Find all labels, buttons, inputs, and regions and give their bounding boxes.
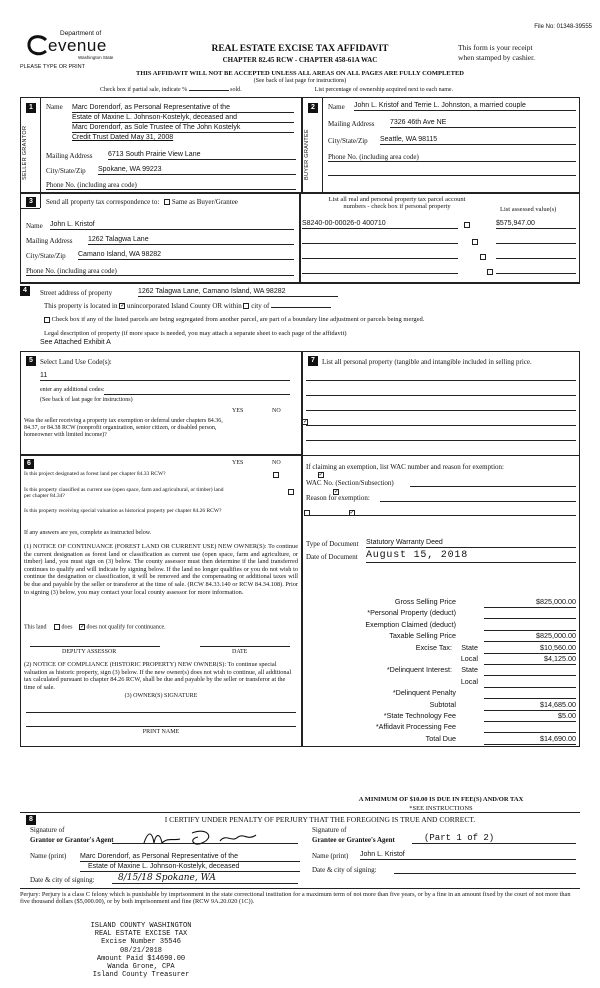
corr-name-label: Name	[26, 222, 43, 230]
fee-value: $825,000.00	[484, 632, 576, 642]
owner-signature-label: (3) OWNER(S) SIGNATURE	[124, 693, 198, 699]
stamp-line-5: Amount Paid $14690.00	[96, 954, 186, 963]
parcel-header-2: numbers - check box if personal property	[343, 203, 451, 211]
seller-mail-value: 6713 South Prairie View Lane	[108, 151, 296, 160]
s6-no-header: NO	[272, 460, 281, 466]
does-not-checkbox[interactable]: ✓	[80, 624, 86, 630]
located-label-3: city of	[251, 302, 270, 310]
fee-sublabel: State	[461, 665, 478, 675]
historic-question: Is this property receiving special valuation as historical property per chapter 84.26 RCW?	[24, 508, 222, 514]
property-location	[44, 302, 331, 310]
fee-value	[484, 723, 576, 733]
section-1-number: 1	[26, 103, 36, 113]
forest-no-checkbox[interactable]: ✓	[318, 472, 324, 479]
same-as-buyer-checkbox[interactable]	[164, 199, 170, 205]
section-6-number: 6	[24, 459, 34, 469]
buyer-grantee-label: BUYER GRANTEE	[304, 129, 310, 180]
grantee-date-city-field[interactable]	[394, 873, 576, 874]
grantor-date-city-value: 8/15/18 Spokane, WA	[112, 873, 298, 884]
parcel-personal-checkbox-4[interactable]	[487, 269, 493, 275]
current-use-no-checkbox[interactable]: ✓	[334, 489, 340, 496]
grantee-date-city-label: Date & city of signing:	[312, 866, 377, 874]
buyer-city-label: City/State/Zip	[328, 137, 368, 145]
section-4-number: 4	[20, 286, 30, 296]
fee-row	[306, 689, 578, 700]
seller-name-line-3: Marc Dorendorf, as Sole Trustee of The John Kostelyk	[72, 123, 294, 133]
receipt-note-1: This form is your receipt	[458, 43, 533, 52]
fee-sublabel: State	[461, 642, 478, 652]
street-address-value: 1262 Talagwa Lane, Camano Island, WA 98282	[138, 288, 338, 297]
seller-name-line-2: Estate of Maxine L. Johnson-Kostelyk, deceased and	[72, 113, 294, 123]
fee-sublabel: Local	[460, 653, 478, 663]
see-back-note: (See back of last page for instructions)	[253, 78, 347, 84]
seller-mail-label: Mailing Address	[46, 152, 93, 160]
this-land-label: This land	[24, 624, 47, 631]
fee-value	[484, 689, 576, 699]
parcel-personal-checkbox-2[interactable]	[472, 239, 478, 245]
parcel-personal-checkbox-1[interactable]	[464, 222, 470, 228]
receipt-note-2: when stamped by cashier.	[458, 53, 536, 62]
dor-logo	[22, 30, 132, 64]
forest-land-question: Is this project designated as forest land per chapter 84.33 RCW?	[24, 471, 166, 477]
fee-row	[306, 632, 578, 643]
corr-city-label: City/State/Zip	[26, 252, 66, 260]
fee-value: $10,560.00	[484, 644, 576, 654]
notice-continuance: (1) NOTICE OF CONTINUANCE (FOREST LAND OR CURRENT USE) NEW OWNER(S): To continue the current designation as forest land or classification as current use (open space, farm and agriculture, or timber) land, you must sign on (3) below. The county assessor must then determine if the land transferred continues to qualify and will indicate by signing below. If the land no longer qualifies or you do not wish to continue the designation or classification, it will be removed and the compensating or additional taxes will be due and payable by the seller or transferor at the time of sale. (RCW 84.33.140 or RCW 84.34.108). Prior to signing (3) below, you may contact your local county assessor for more information.	[24, 543, 298, 596]
fee-value: $14,685.00	[484, 701, 576, 711]
buyer-city-value: Seattle, WA 98115	[380, 136, 576, 145]
reason-field[interactable]	[380, 501, 576, 502]
corr-mail-value: 1262 Talagwa Lane	[88, 236, 294, 245]
seller-grantor-label: SELLER GRANTOR	[22, 125, 28, 180]
corr-name-value: John L. Kristof	[50, 221, 294, 230]
please-type: PLEASE TYPE OR PRINT	[20, 64, 86, 70]
fee-sublabel: Local	[460, 676, 478, 686]
grantor-name-line-1: Marc Dorendorf, as Personal Representative of the	[80, 852, 300, 862]
form-chapter: CHAPTER 82.45 RCW - CHAPTER 458-61A WAC	[222, 56, 378, 64]
minimum-fee-note: A MINIMUM OF $10.00 IS DUE IN FEE(S) AND/OR TAX	[358, 796, 524, 803]
partial-sale-row	[100, 87, 580, 94]
grantor-signature-label: Signature of	[30, 826, 65, 834]
does-checkbox[interactable]	[54, 624, 60, 630]
revenue-logo-icon	[26, 34, 50, 58]
corr-mail-label: Mailing Address	[26, 237, 73, 245]
seller-phone-label: Phone No. (including area code)	[46, 181, 296, 190]
fee-row	[306, 735, 578, 746]
list-percentage-note: List percentage of ownership acquired next to each name.	[314, 87, 454, 93]
parcel-number: S8240-00-00026-0 400710	[302, 220, 458, 229]
reason-label: Reason for exemption:	[306, 494, 370, 502]
file-number: File No: 01348-39555	[534, 24, 592, 30]
grantee-part-note: (Part 1 of 2)	[412, 833, 576, 844]
fee-label: Gross Selling Price	[394, 597, 456, 606]
fee-value: $4,125.00	[484, 655, 576, 665]
section-8-number: 8	[26, 815, 36, 825]
grantor-date-city-label: Date & city of signing:	[30, 876, 95, 884]
fee-row	[306, 644, 578, 655]
fee-label: *Delinquent Interest:	[386, 665, 452, 675]
send-correspondence-label: Send all property tax correspondence to:	[46, 198, 160, 206]
parcel-header	[302, 196, 492, 211]
corr-city-value: Camano Island, WA 98282	[78, 251, 294, 260]
current-use-yes-checkbox[interactable]	[288, 489, 294, 495]
land-use-label: Select Land Use Code(s):	[40, 358, 112, 366]
fee-value	[484, 609, 576, 619]
assessed-header: List assessed value(s)	[500, 206, 557, 213]
forest-yes-checkbox[interactable]	[273, 472, 279, 478]
land-use-see-back: (See back of last page for instructions)	[40, 397, 133, 403]
fee-row	[306, 666, 578, 677]
exemption-no-checkbox[interactable]: ✓	[303, 419, 309, 426]
seller-name-line-4: Credit Trust Dated May 31, 2008	[72, 134, 174, 141]
treasurer-stamp	[66, 922, 216, 979]
perjury-statement: Perjury: Perjury is a class C felony which is punishable by imprisonment in the state correctional institution for a maximum term of not more than five years, or by a fine in an amount fixed by the court of not more than five thousand dollars ($5,000.00), or by both imprisonment and fine (RCW 9A.20.020 (1C)).	[20, 891, 571, 906]
qualify-row	[24, 624, 166, 631]
buyer-mail-label: Mailing Address	[328, 120, 375, 128]
not-accepted-warning: THIS AFFIDAVIT WILL NOT BE ACCEPTED UNLESS ALL AREAS ON ALL PAGES ARE FULLY COMPLETED	[136, 70, 464, 77]
personal-property-label: List all personal property (tangible and intangible included in selling price.	[322, 358, 532, 366]
within-city-checkbox[interactable]	[243, 303, 249, 309]
section-7-number: 7	[308, 356, 318, 366]
grantee-signature-label: Signature of	[312, 826, 347, 834]
wac-label: WAC No. (Section/Subsection)	[306, 479, 394, 487]
exemption-question: Was the seller receiving a property tax exemption or deferral under chapters 84.36, 84.37, or 84.38 RCW (nonprofit organization, senior citizen, or disabled person, homeowner with limited income)?	[24, 418, 223, 438]
grantor-agent-label: Grantor or Grantor's Agent	[30, 836, 114, 844]
print-name-label: PRINT NAME	[142, 729, 180, 735]
doc-type-label: Type of Document	[306, 540, 359, 548]
sold-label: sold.	[230, 87, 242, 93]
grantee-agent-label: Grantee or Grantee's Agent	[312, 836, 395, 844]
stamp-line-1: ISLAND COUNTY WASHINGTON	[90, 922, 192, 930]
fee-label: Subtotal	[429, 699, 456, 709]
buyer-name-value: John L. Kristof and Terrie L. Johnston, a married couple	[354, 102, 576, 111]
section-5-number: 5	[26, 356, 36, 366]
fee-label: *Personal Property (deduct)	[367, 608, 456, 618]
seller-name-line-1: Marc Dorendorf, as Personal Representative of the	[72, 103, 294, 113]
deputy-date-label: DATE	[232, 649, 248, 655]
stamp-line-6: Wanda Grone, CPA	[107, 963, 175, 972]
located-label-1: This property is located in	[44, 302, 118, 310]
fee-value	[484, 621, 576, 631]
grantee-name-value: John L. Kristof	[360, 851, 576, 860]
legal-description-value: See Attached Exhibit A	[40, 339, 111, 346]
fee-value: $14,690.00	[484, 735, 576, 745]
fee-value: $5.00	[484, 712, 576, 722]
parcel-personal-checkbox-3[interactable]	[480, 254, 486, 260]
fee-label: Exemption Claimed (deduct)	[365, 619, 456, 629]
stamp-line-7: Island County Treasurer	[92, 971, 190, 980]
buyer-name-label: Name	[328, 103, 345, 111]
send-correspondence	[46, 198, 238, 206]
fee-value: $825,000.00	[484, 598, 576, 608]
grantor-signature-icon	[140, 827, 260, 849]
unincorporated-checkbox[interactable]: ✓	[120, 303, 126, 310]
partial-sale-label: Check box if partial sale, indicate %	[100, 87, 188, 93]
s5-yes-header: YES	[232, 408, 244, 414]
doc-date-value: August 15, 2018	[366, 550, 576, 563]
certify-statement: I CERTIFY UNDER PENALTY OF PERJURY THAT THE FOREGOING IS TRUE AND CORRECT.	[164, 815, 476, 824]
s5-no-header: NO	[272, 408, 281, 414]
current-use-question: Is this property classified as current use (open space, farm and agricultural, or timber) land per chapter 84.34?	[24, 487, 224, 500]
fee-label: *State Technology Fee	[383, 710, 456, 720]
doc-date-label: Date of Document	[306, 553, 358, 561]
land-use-code: 11	[40, 372, 290, 381]
stamp-line-2: REAL ESTATE EXCISE TAX	[94, 930, 188, 939]
doc-type-value: Statutory Warranty Deed	[366, 539, 576, 548]
s6-yes-header: YES	[232, 460, 244, 466]
if-yes-note: If any answers are yes, complete as instructed below.	[24, 530, 152, 536]
logo-line3: Washington State	[78, 55, 114, 60]
fee-table	[306, 598, 578, 746]
form-title: REAL ESTATE EXCISE TAX AFFIDAVIT	[211, 44, 389, 54]
logo-line1: Department of	[60, 30, 102, 37]
buyer-phone-label: Phone No. (including area code)	[328, 153, 576, 162]
deputy-assessor-label: DEPUTY ASSESSOR	[62, 649, 117, 655]
street-address-label: Street address of property	[40, 289, 113, 297]
seller-city-label: City/State/Zip	[46, 167, 86, 175]
grantor-name-line-2: Estate of Maxine L. Johnson-Kostelyk, deceased	[80, 862, 300, 872]
section-3-number: 3	[26, 197, 36, 207]
additional-codes-label: enter any additional codes:	[40, 387, 105, 393]
stamp-line-4: 08/21/2018	[119, 946, 162, 955]
historic-no-checkbox[interactable]: ✓	[349, 510, 355, 517]
fee-label: *Delinquent Penalty	[392, 688, 456, 698]
does-label: does	[61, 624, 73, 631]
located-label-2: unincorporated Island County OR within	[126, 302, 242, 310]
wac-field[interactable]	[410, 486, 576, 487]
legal-description-label: Legal description of property (if more space is needed, you may attach a separate sheet to each page of the affidavit)	[44, 330, 347, 337]
fee-value	[484, 678, 576, 688]
fee-label: Total Due	[425, 733, 456, 743]
assessed-value: $575,947.00	[496, 220, 576, 229]
buyer-mail-value: 7326 46th Ave NE	[390, 119, 576, 128]
claim-exemption-label: If claiming an exemption, list WAC number and reason for exemption:	[306, 463, 504, 471]
fee-label: Taxable Selling Price	[389, 631, 456, 641]
corr-phone-label: Phone No. (including area code)	[26, 267, 294, 276]
fee-label: *Affidavit Processing Fee	[375, 722, 456, 732]
fee-row	[306, 723, 578, 734]
fee-value	[484, 666, 576, 676]
logo-line2: evenue	[48, 36, 107, 55]
section-2-number: 2	[308, 103, 318, 113]
grantor-name-label: Name (print)	[30, 852, 67, 860]
segregation-row	[44, 316, 424, 323]
segregation-checkbox[interactable]	[44, 317, 50, 323]
notice-compliance: (2) NOTICE OF COMPLIANCE (HISTORIC PROPERTY) NEW OWNER(S): To continue special valuation as historic property, sign (3) below. If the new owner(s) does not wish to continue, all additional tax calculated pursuant to chapter 84.26 RCW, shall be due and payable by the seller or transferor at the time of sale.	[24, 661, 292, 691]
segregation-label: Check box if any of the listed parcels are being segregated from another parcel, are part of a boundary line adjustment or parcels being merged.	[51, 316, 425, 323]
same-as-buyer-label: Same as Buyer/Grantee	[171, 198, 238, 206]
parcel-header-1: List all real and personal property tax parcel account	[328, 196, 466, 203]
seller-name-label: Name	[46, 103, 63, 111]
grantee-name-label: Name (print)	[312, 852, 349, 860]
stamp-line-3: Excise Number 35546	[101, 938, 181, 947]
see-instructions-note: *SEE INSTRUCTIONS	[409, 805, 473, 812]
seller-city-value: Spokane, WA 99223	[98, 166, 296, 175]
does-not-label: does not qualify for continuance.	[86, 624, 166, 631]
fee-label: Excise Tax:	[415, 642, 452, 652]
